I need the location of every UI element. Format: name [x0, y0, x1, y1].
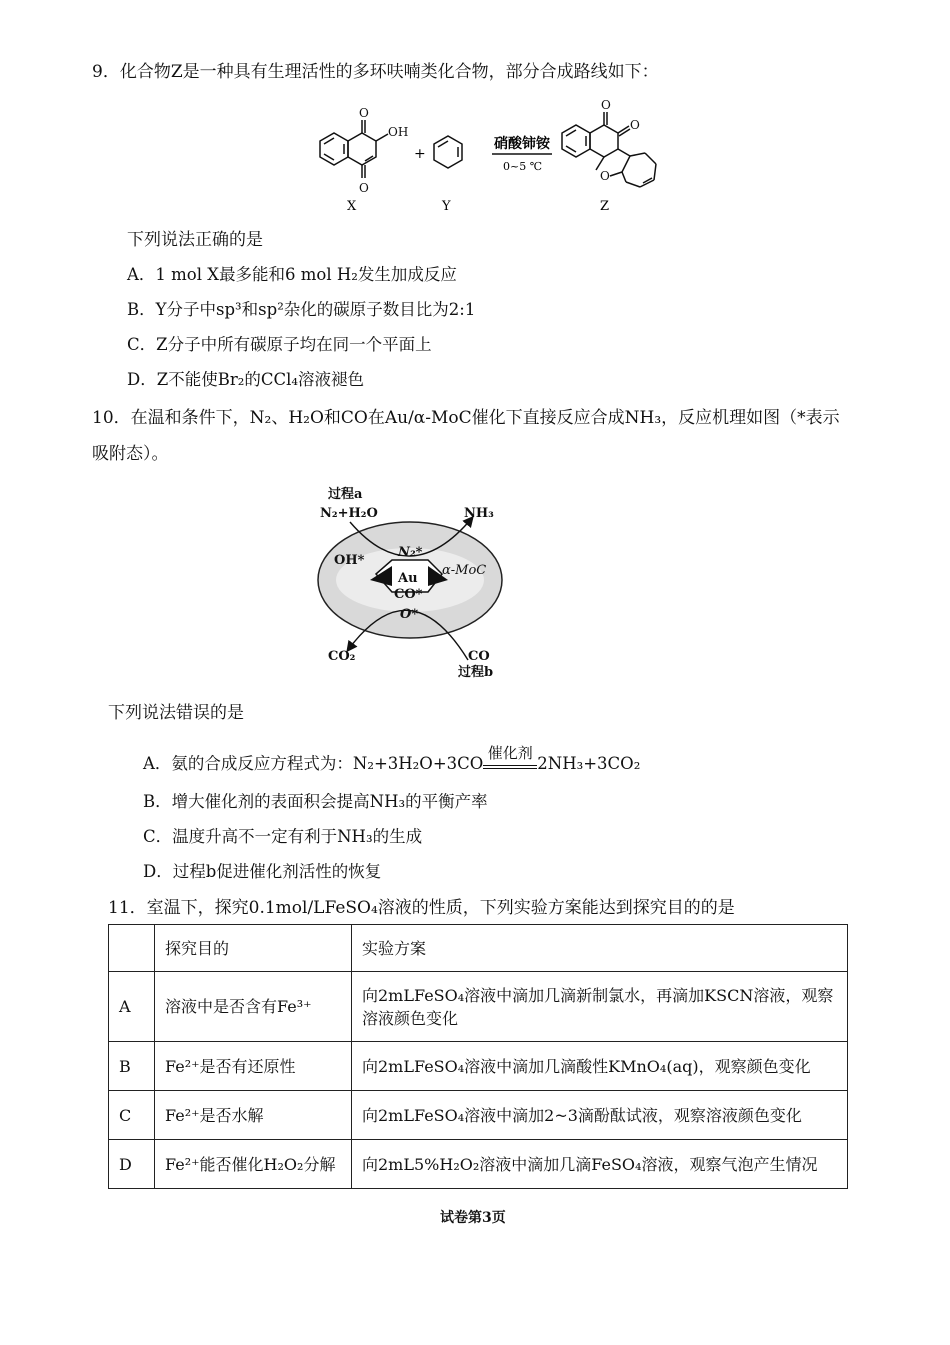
row-label: B	[109, 1042, 155, 1091]
table-row	[109, 1140, 848, 1189]
q9-option-a: A．1 mol X最多能和6 mol H₂发生加成反应	[127, 265, 457, 284]
q10-option-d: D．过程b促进催化剂活性的恢复	[143, 862, 382, 881]
row-label: A	[109, 972, 155, 1042]
moc-label: α-MoC	[442, 563, 487, 578]
reagent-label: 硝酸铈铵	[494, 136, 550, 152]
label-z: Z	[600, 199, 610, 214]
label-y: Y	[442, 199, 451, 214]
q11-table	[108, 924, 848, 1189]
q10-stem-line1: 10．在温和条件下，N₂、H₂O和CO在Au/α-MoC催化下直接反应合成NH₃，反应机理如图（*表示	[92, 408, 840, 428]
row-purpose: 溶液中是否含有Fe³⁺	[155, 972, 352, 1042]
q9-prompt: 下列说法正确的是	[127, 230, 263, 250]
q9-reaction-scheme	[300, 96, 700, 218]
q9-stem: 9．化合物Z是一种具有生理活性的多环呋喃类化合物，部分合成路线如下：	[92, 62, 659, 82]
q10-option-c: C．温度升高不一定有利于NH₃的生成	[143, 827, 423, 846]
plus-sign: +	[414, 146, 426, 162]
table-row	[109, 972, 848, 1042]
x-quinone-ring	[348, 133, 376, 165]
process-b-label: 过程b	[458, 665, 494, 680]
header-cell: 实验方案	[352, 925, 848, 972]
q10-option-a	[143, 744, 641, 776]
catalyst-label: 催化剂	[487, 744, 533, 762]
co-label: CO	[468, 649, 490, 664]
row-plan: 向2mL5%H₂O₂溶液中滴加几滴FeSO₄溶液，观察气泡产生情况	[352, 1140, 848, 1189]
q10-option-a-suffix: 2NH₃+3CO₂	[537, 754, 641, 773]
q9-option-d: D．Z不能使Br₂的CCl₄溶液褪色	[127, 370, 364, 389]
row-plan: 向2mLFeSO₄溶液中滴加2~3滴酚酞试液，观察溶液颜色变化	[352, 1091, 848, 1140]
oh-star-label: OH*	[334, 553, 365, 568]
x-oh-label: OH	[388, 125, 409, 139]
header-cell: 探究目的	[155, 925, 352, 972]
co-star-label: CO*	[394, 587, 423, 602]
table-row	[109, 1091, 848, 1140]
co2-label: CO₂	[328, 649, 356, 664]
row-purpose: Fe²⁺能否催化H₂O₂分解	[155, 1140, 352, 1189]
n2-h2o-label: N₂+H₂O	[320, 506, 378, 521]
table-row	[109, 1042, 848, 1091]
row-label: D	[109, 1140, 155, 1189]
q10-option-b: B．增大催化剂的表面积会提高NH₃的平衡产率	[143, 792, 488, 811]
q9-option-b: B．Y分子中sp³和sp²杂化的碳原子数目比为2:1	[127, 300, 476, 319]
z-carbonyl-o-top: O	[601, 98, 611, 112]
label-x: X	[347, 199, 357, 214]
q10-mechanism-diagram	[300, 482, 540, 682]
q9-option-c: C．Z分子中所有碳原子均在同一个平面上	[127, 335, 432, 354]
row-label: C	[109, 1091, 155, 1140]
n2-star-label: N₂*	[398, 545, 423, 560]
page-footer: 试卷第3页	[440, 1210, 506, 1226]
row-plan: 向2mLFeSO₄溶液中滴加几滴新制氯水，再滴加KSCN溶液，观察溶液颜色变化	[352, 972, 848, 1042]
z-carbonyl-o-right: O	[630, 118, 640, 132]
z-furan-o: O	[600, 169, 610, 183]
q10-stem-line2: 吸附态）。	[92, 444, 169, 464]
au-label: Au	[398, 571, 418, 586]
table-header-row	[109, 925, 848, 972]
header-cell	[109, 925, 155, 972]
row-purpose: Fe²⁺是否有还原性	[155, 1042, 352, 1091]
row-purpose: Fe²⁺是否水解	[155, 1091, 352, 1140]
q10-prompt: 下列说法错误的是	[108, 703, 244, 723]
x-carbonyl-o-bottom: O	[359, 181, 369, 195]
row-plan: 向2mLFeSO₄溶液中滴加几滴酸性KMnO₄(aq)，观察颜色变化	[352, 1042, 848, 1091]
q11-stem: 11．室温下，探究0.1mol/LFeSO₄溶液的性质，下列实验方案能达到探究目的的是	[108, 898, 735, 918]
o-star-label: O*	[400, 607, 419, 622]
nh3-label: NH₃	[464, 506, 494, 521]
condition-label: 0~5 ℃	[503, 160, 543, 173]
process-a-label: 过程a	[328, 487, 363, 502]
q10-option-a-prefix: A．氨的合成反应方程式为：N₂+3H₂O+3CO	[143, 754, 484, 773]
x-carbonyl-o-top: O	[359, 106, 369, 120]
catalyst-equals	[483, 744, 537, 769]
